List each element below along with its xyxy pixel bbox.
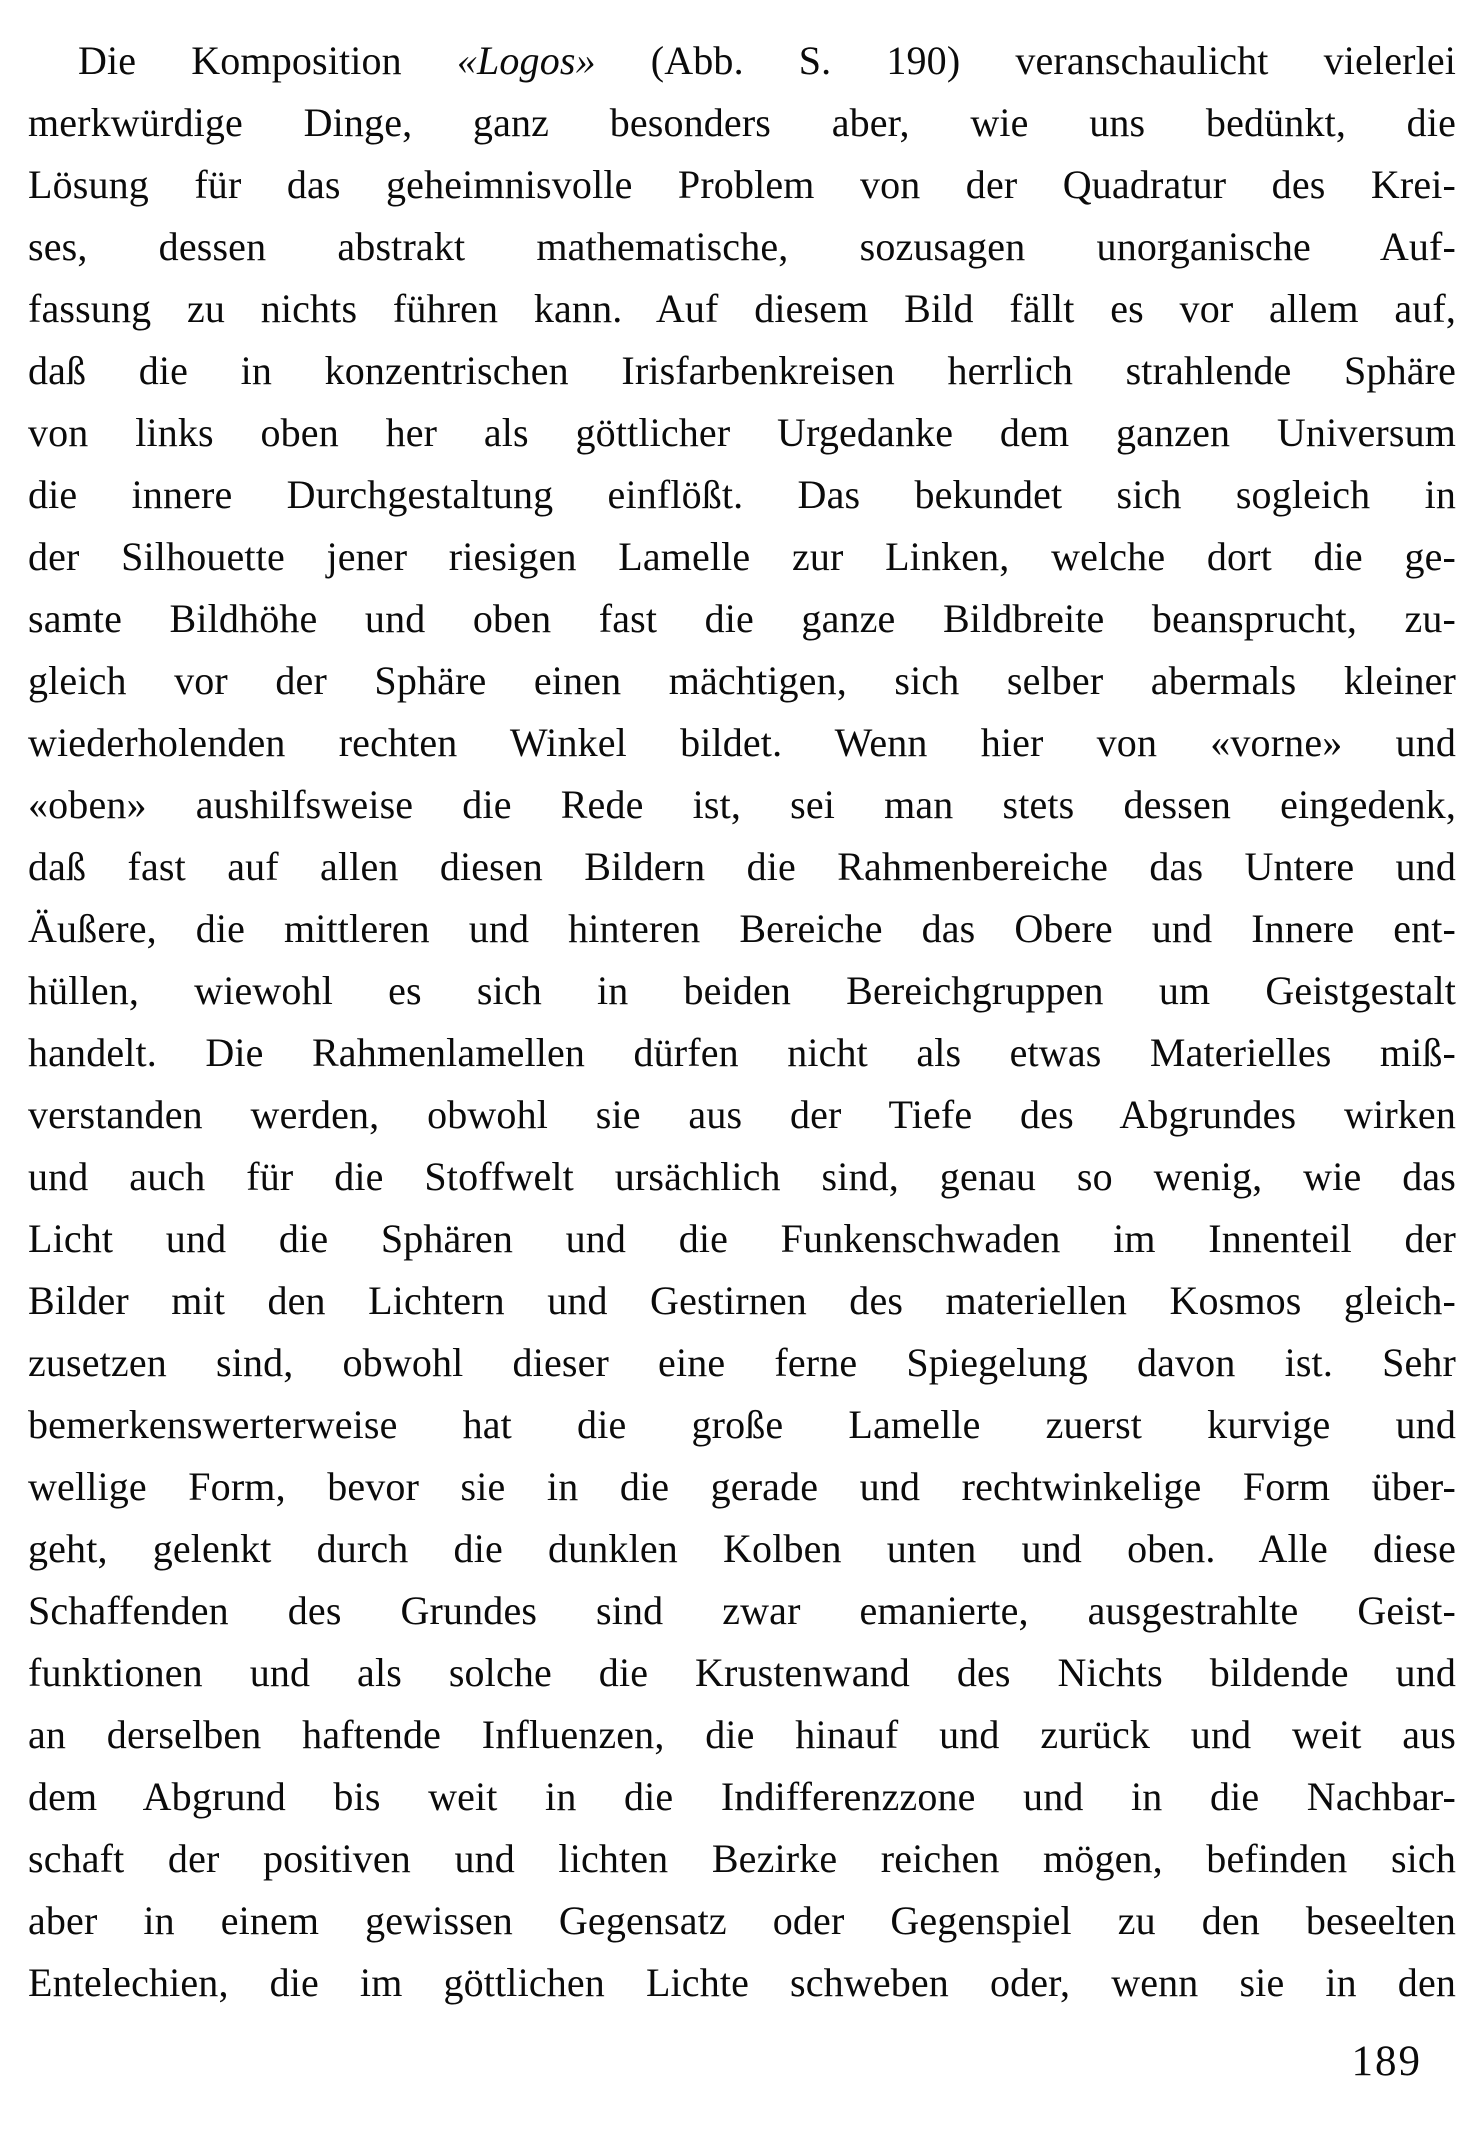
text-line: [28, 1208, 1456, 1270]
body-text-segment: «oben» aushilfsweise die Rede ist, sei man stets dessen eingedenk,: [28, 782, 1456, 827]
body-text-segment: daß fast auf allen diesen Bildern die Rahmenbereiche das Untere und: [28, 844, 1456, 889]
text-line: [28, 402, 1456, 464]
text-line: [28, 774, 1456, 836]
body-text-segment: der Silhouette jener riesigen Lamelle zur Linken, welche dort die ge-: [28, 534, 1456, 579]
body-text-segment: aber in einem gewissen Gegensatz oder Gegenspiel zu den beseelten: [28, 1898, 1456, 1943]
text-line: [28, 92, 1456, 154]
text-line: [28, 836, 1456, 898]
text-line: [28, 1642, 1456, 1704]
body-text-segment: Bilder mit den Lichtern und Gestirnen des materiellen Kosmos gleich-: [28, 1278, 1456, 1323]
body-text-segment: ses, dessen abstrakt mathematische, sozusagen unorganische Auf-: [28, 224, 1456, 269]
body-text-segment: schaft der positiven und lichten Bezirke reichen mögen, befinden sich: [28, 1836, 1456, 1881]
body-text-segment: wiederholenden rechten Winkel bildet. Wenn hier von «vorne» und: [28, 720, 1456, 765]
text-line: [28, 30, 1456, 92]
body-text-segment: samte Bildhöhe und oben fast die ganze Bildbreite beansprucht, zu-: [28, 596, 1456, 641]
text-line: [28, 1332, 1456, 1394]
body-text-segment: Licht und die Sphären und die Funkenschwaden im Innenteil der: [28, 1216, 1456, 1261]
body-text-block: [28, 30, 1456, 2014]
body-text-segment: Schaffenden des Grundes sind zwar emanierte, ausgestrahlte Geist-: [28, 1588, 1456, 1633]
text-line: [28, 1518, 1456, 1580]
text-line: [28, 1084, 1456, 1146]
italic-title-text: «Logos»: [456, 38, 596, 83]
text-line: [28, 1766, 1456, 1828]
body-text-segment: (Abb. S. 190) veranschaulicht vielerlei: [595, 38, 1456, 83]
text-line: [28, 650, 1456, 712]
text-line: [28, 588, 1456, 650]
text-line: [28, 1146, 1456, 1208]
body-text-segment: an derselben haftende Influenzen, die hinauf und zurück und weit aus: [28, 1712, 1456, 1757]
text-line: [28, 1456, 1456, 1518]
text-line: [28, 526, 1456, 588]
body-text-segment: hüllen, wiewohl es sich in beiden Bereichgruppen um Geistgestalt: [28, 968, 1456, 1013]
text-line: [28, 1704, 1456, 1766]
text-line: [28, 1022, 1456, 1084]
body-text-segment: verstanden werden, obwohl sie aus der Tiefe des Abgrundes wirken: [28, 1092, 1456, 1137]
text-line: [28, 712, 1456, 774]
body-text-segment: daß die in konzentrischen Irisfarbenkreisen herrlich strahlende Sphäre: [28, 348, 1456, 393]
text-line: [28, 1580, 1456, 1642]
text-line: [28, 960, 1456, 1022]
body-text-segment: fassung zu nichts führen kann. Auf diesem Bild fällt es vor allem auf,: [28, 286, 1456, 331]
body-text-segment: Entelechien, die im göttlichen Lichte schweben oder, wenn sie in den: [28, 1960, 1456, 2005]
text-line: [28, 1952, 1456, 2014]
body-text-segment: Lösung für das geheimnisvolle Problem von der Quadratur des Krei-: [28, 162, 1456, 207]
body-text-segment: wellige Form, bevor sie in die gerade und rechtwinkelige Form über-: [28, 1464, 1456, 1509]
text-line: [28, 278, 1456, 340]
body-text-segment: funktionen und als solche die Krustenwand des Nichts bildende und: [28, 1650, 1456, 1695]
text-line: [28, 340, 1456, 402]
text-line: [28, 1394, 1456, 1456]
text-line: [28, 1828, 1456, 1890]
text-line: [28, 216, 1456, 278]
body-text-segment: von links oben her als göttlicher Urgedanke dem ganzen Universum: [28, 410, 1456, 455]
body-text-segment: geht, gelenkt durch die dunklen Kolben unten und oben. Alle diese: [28, 1526, 1456, 1571]
text-line: [28, 154, 1456, 216]
body-text-segment: merkwürdige Dinge, ganz besonders aber, wie uns bedünkt, die: [28, 100, 1456, 145]
body-text-segment: gleich vor der Sphäre einen mächtigen, sich selber abermals kleiner: [28, 658, 1456, 703]
page-number: 189: [1351, 2038, 1422, 2085]
body-text-segment: dem Abgrund bis weit in die Indifferenzzone und in die Nachbar-: [28, 1774, 1456, 1819]
body-text-segment: Die Komposition: [78, 38, 457, 83]
text-line: [28, 1270, 1456, 1332]
body-text-segment: Äußere, die mittleren und hinteren Bereiche das Obere und Innere ent-: [28, 906, 1456, 951]
text-line: [28, 464, 1456, 526]
body-text-segment: zusetzen sind, obwohl dieser eine ferne Spiegelung davon ist. Sehr: [28, 1340, 1456, 1385]
body-text-segment: die innere Durchgestaltung einflößt. Das bekundet sich sogleich in: [28, 472, 1456, 517]
body-text-segment: handelt. Die Rahmenlamellen dürfen nicht als etwas Materielles miß-: [28, 1030, 1456, 1075]
body-text-segment: bemerkenswerterweise hat die große Lamelle zuerst kurvige und: [28, 1402, 1456, 1447]
text-line: [28, 898, 1456, 960]
text-line: [28, 1890, 1456, 1952]
body-text-segment: und auch für die Stoffwelt ursächlich sind, genau so wenig, wie das: [28, 1154, 1456, 1199]
